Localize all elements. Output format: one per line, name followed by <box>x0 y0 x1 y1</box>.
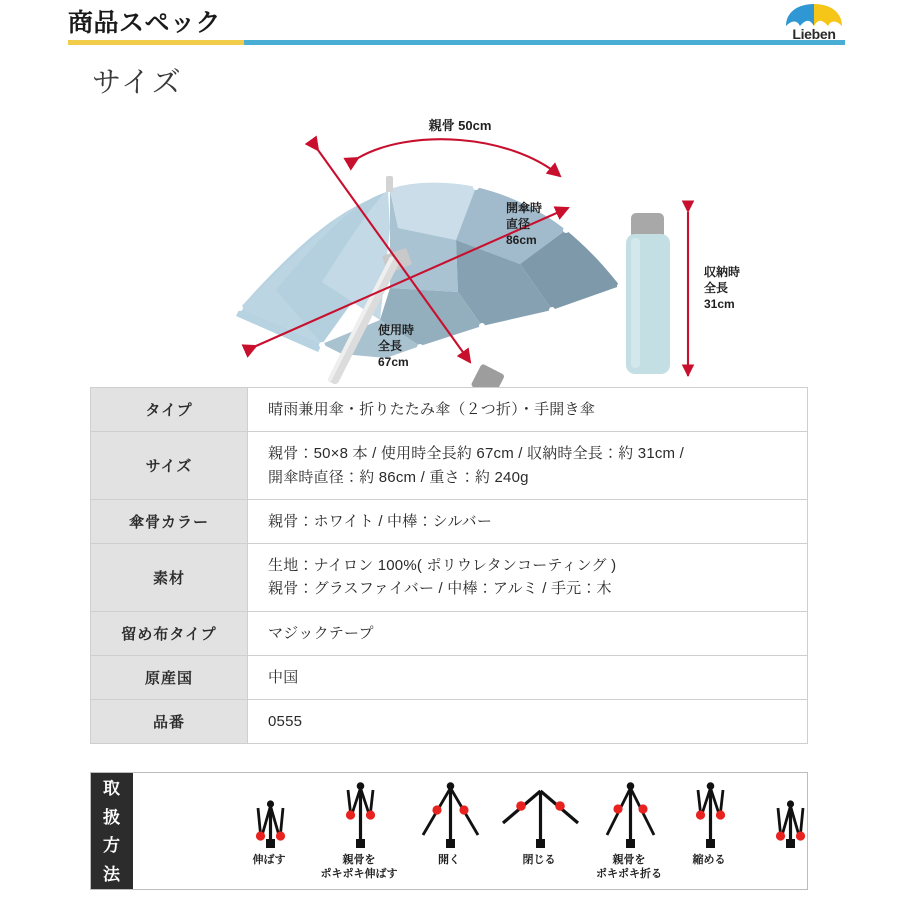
folded-length-label <box>704 264 740 311</box>
spec-label-model-number: 品番 <box>91 700 248 744</box>
umbrella-step-icon-retract <box>741 777 837 855</box>
svg-text:86cm: 86cm <box>506 233 537 247</box>
table-row <box>91 655 808 699</box>
caption-line: ポキポキ折る <box>596 868 662 880</box>
spec-label-size: サイズ <box>91 432 248 500</box>
rib-label: 親骨 50cm <box>428 118 492 133</box>
rib-arrow <box>358 139 560 176</box>
handling-label-char: 扱 <box>103 807 121 827</box>
spec-value-line: 親骨：ホワイト / 中棒：シルバー <box>268 512 493 530</box>
spec-value-line: マジックテープ <box>268 624 374 642</box>
umbrella-step-icon-extend <box>221 777 317 855</box>
umbrella-logo-icon <box>786 4 842 28</box>
spec-value-line: 中国 <box>268 668 299 686</box>
handling-steps <box>133 773 809 889</box>
spec-table <box>90 387 808 744</box>
header-rule-yellow <box>68 40 244 45</box>
size-heading: サイズ <box>92 67 183 99</box>
caption-line: 伸ばす <box>252 854 286 866</box>
table-row <box>91 544 808 612</box>
caption-line: 縮める <box>692 854 726 866</box>
spec-value-size <box>248 432 808 500</box>
spec-value-type <box>248 388 808 432</box>
svg-text:全長: 全長 <box>704 281 729 295</box>
umbrella-step-icon-straighten-ribs <box>401 777 497 855</box>
svg-text:67cm: 67cm <box>378 355 409 369</box>
spec-label-origin: 原産国 <box>91 655 248 699</box>
spec-label-material: 素材 <box>91 544 248 612</box>
spec-value-closure-type <box>248 611 808 655</box>
page-title: 商品スペック <box>68 9 222 37</box>
caption-line: 親骨を <box>342 854 376 866</box>
svg-text:直径: 直径 <box>506 217 531 231</box>
handling-label <box>91 773 133 889</box>
handling-label-char: 法 <box>103 864 121 884</box>
handling-step-7 <box>741 777 837 889</box>
brand-logo <box>778 4 850 50</box>
table-row <box>91 499 808 543</box>
spec-value-line: 晴雨兼用傘・折りたたみ傘（２つ折）・手開き傘 <box>268 401 595 418</box>
svg-text:開傘時: 開傘時 <box>506 201 543 215</box>
umbrella-step-icon-open <box>491 777 587 855</box>
spec-value-line: 生地：ナイロン 100%( ポリウレタンコーティング ) <box>268 557 617 574</box>
umbrella-step-icon-unfold-ribs <box>311 777 407 855</box>
caption-line: 開く <box>438 854 460 866</box>
umbrella-size-diagram <box>90 58 810 388</box>
folded-umbrella-illustration <box>626 213 670 374</box>
brand-logo-text: Lieben <box>792 26 836 42</box>
spec-label-frame-color: 傘骨カラー <box>91 499 248 543</box>
table-row <box>91 432 808 500</box>
caption-line: 親骨を <box>612 854 646 866</box>
spec-value-line: 開傘時直径：約 86cm / 重さ：約 240g <box>268 468 529 486</box>
spec-value-model-number <box>248 700 808 744</box>
handling-instructions-panel <box>90 772 808 890</box>
handling-step-3 <box>401 777 497 889</box>
open-umbrella-illustration <box>236 176 623 388</box>
caption-line: 閉じる <box>522 854 556 866</box>
spec-value-line: 親骨：50×8 本 / 使用時全長約 67cm / 収納時全長：約 31cm / <box>268 445 684 463</box>
handling-label-char: 方 <box>103 836 121 855</box>
table-row <box>91 388 808 432</box>
spec-label-type: タイプ <box>91 388 248 432</box>
spec-value-frame-color <box>248 499 808 543</box>
spec-table-body <box>91 388 808 744</box>
handling-label-char: 取 <box>103 779 121 798</box>
spec-value-origin <box>248 655 808 699</box>
table-row <box>91 700 808 744</box>
table-row <box>91 611 808 655</box>
page-header <box>0 0 900 56</box>
spec-value-material <box>248 544 808 612</box>
header-rule-blue <box>244 40 845 45</box>
svg-text:収納時: 収納時 <box>704 265 741 279</box>
spec-value-line: 親骨：グラスファイバー / 中棒：アルミ / 手元：木 <box>268 580 612 598</box>
svg-text:31cm: 31cm <box>704 297 735 311</box>
spec-value-line: 0555 <box>268 713 303 730</box>
svg-text:使用時: 使用時 <box>378 323 415 337</box>
handling-step-2 <box>311 777 407 889</box>
svg-text:全長: 全長 <box>378 339 403 353</box>
spec-label-closure-type: 留め布タイプ <box>91 611 248 655</box>
caption-line: ポキポキ伸ばす <box>320 868 398 880</box>
